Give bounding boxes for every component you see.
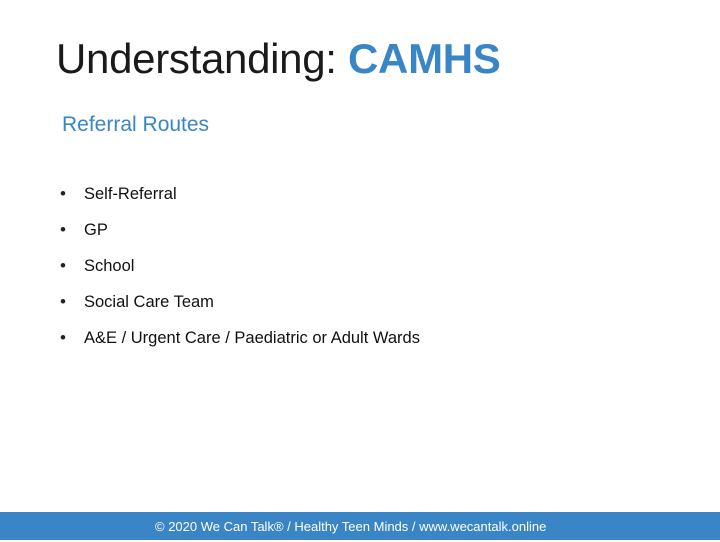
bullet-text: School (84, 257, 135, 275)
bullet-item (60, 176, 420, 212)
bullet-dot-icon: • (60, 220, 66, 239)
bullet-item (60, 248, 420, 284)
title-main: Understanding: (56, 35, 349, 82)
bullet-text: Self-Referral (84, 185, 177, 203)
bullet-text: A&E / Urgent Care / Paediatric or Adult Wards (84, 329, 420, 347)
footer-copyright: © 2020 We Can Talk® / Healthy Teen Minds / www.wecantalk.online (155, 519, 547, 534)
title-accent: CAMHS (348, 35, 501, 82)
bullet-item (60, 320, 420, 356)
bullet-dot-icon: • (60, 292, 66, 311)
bullet-text: GP (84, 221, 108, 239)
slide-title (56, 32, 501, 86)
bullet-dot-icon: • (60, 328, 66, 347)
bullet-item (60, 212, 420, 248)
bullet-item (60, 284, 420, 320)
footer-bar (0, 512, 720, 540)
bullet-list (60, 176, 420, 356)
bullet-text: Social Care Team (84, 293, 214, 311)
slide-subtitle: Referral Routes (62, 113, 210, 136)
bullet-dot-icon: • (60, 184, 66, 203)
bullet-dot-icon: • (60, 256, 66, 275)
